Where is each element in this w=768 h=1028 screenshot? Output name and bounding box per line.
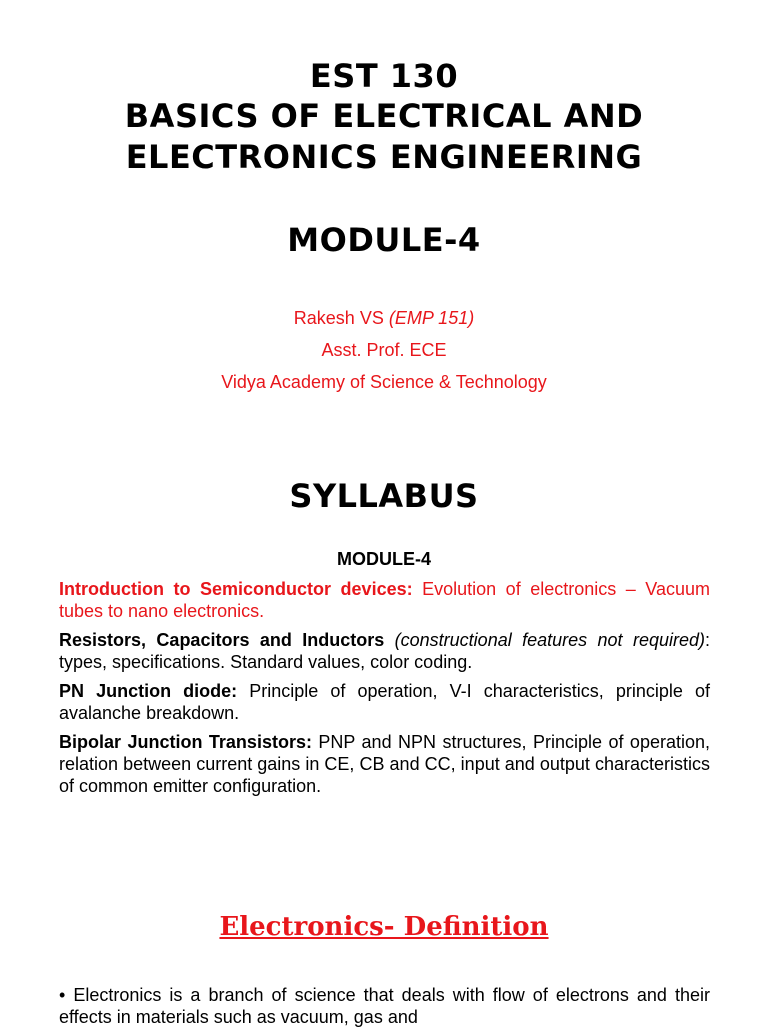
course-title-line2: ELECTRONICS ENGINEERING: [125, 138, 643, 176]
syllabus-module: MODULE-4: [337, 549, 431, 569]
syllabus-item: [59, 680, 710, 724]
module-title: MODULE-4: [287, 221, 481, 259]
author-id: (EMP 151): [388, 308, 475, 328]
syllabus-item-text: Principle of operation, V-I characteristics, principle of avalanche breakdown.: [59, 681, 711, 723]
author-name: Rakesh VS: [293, 308, 384, 328]
syllabus-item-note: (constructional features not required): [384, 630, 705, 650]
syllabus-item-topic: Bipolar Junction Transistors:: [59, 732, 312, 752]
syllabus-item-text: Evolution of electronics – Vacuum tubes to nano electronics.: [59, 579, 710, 621]
definition-heading: Electronics- Definition: [219, 912, 549, 942]
syllabus-item-text: : types, specifications. Standard values, color coding.: [59, 630, 711, 672]
syllabus-item: [59, 629, 710, 673]
course-code: EST 130: [309, 57, 459, 95]
bullet-text: Electronics is a branch of science that deals with flow of electrons and their effects in materials such as vacuum, gas and: [59, 985, 710, 1027]
course-title-line1: BASICS OF ELECTRICAL AND: [124, 97, 644, 135]
definition-bullet: [59, 984, 710, 1028]
syllabus-item-text: PNP and NPN structures, Principle of operation, relation between current gains in CE, CB and CC, input and output characteristics of common emitter configuration.: [59, 732, 710, 796]
author-institution: Vidya Academy of Science & Technology: [221, 372, 547, 392]
syllabus-item: [59, 578, 710, 622]
syllabus-item-topic: PN Junction diode:: [59, 681, 238, 701]
syllabus-heading: SYLLABUS: [289, 477, 479, 515]
syllabus-item-topic: Introduction to Semiconductor devices:: [59, 579, 413, 599]
author-designation: Asst. Prof. ECE: [321, 340, 447, 360]
author-name-line: [0, 302, 768, 334]
bullet-marker: •: [59, 985, 66, 1005]
syllabus-content: [59, 578, 710, 804]
syllabus-item-topic: Resistors, Capacitors and Inductors: [59, 630, 385, 650]
syllabus-item: [59, 731, 710, 797]
